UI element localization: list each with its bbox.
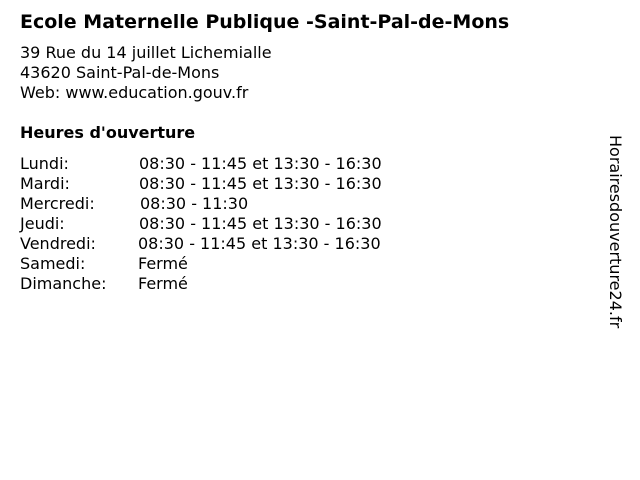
day-label: Dimanche: — [20, 274, 107, 293]
day-times: Fermé — [138, 254, 188, 273]
day-times: 08:30 - 11:45 et 13:30 - 16:30 — [138, 234, 381, 253]
day-label: Vendredi: — [20, 234, 96, 253]
day-label: Jeudi: — [20, 214, 65, 233]
day-times: 08:30 - 11:45 et 13:30 - 16:30 — [139, 214, 382, 233]
address-web: Web: www.education.gouv.fr — [20, 83, 249, 102]
day-label: Mardi: — [20, 174, 70, 193]
page-title: Ecole Maternelle Publique -Saint-Pal-de-Mons — [20, 11, 510, 33]
day-label: Lundi: — [20, 154, 69, 173]
address-street: 39 Rue du 14 juillet Lichemialle — [20, 43, 272, 62]
day-times: 08:30 - 11:45 et 13:30 - 16:30 — [139, 174, 382, 193]
hours-heading: Heures d'ouverture — [20, 123, 196, 142]
address-city: 43620 Saint-Pal-de-Mons — [20, 63, 220, 82]
day-label: Samedi: — [20, 254, 86, 273]
day-times: 08:30 - 11:30 — [140, 194, 249, 213]
site-watermark: Horairesdouverture24.fr — [606, 135, 625, 329]
day-times: 08:30 - 11:45 et 13:30 - 16:30 — [139, 154, 382, 173]
day-label: Mercredi: — [20, 194, 95, 213]
address-block — [20, 43, 272, 103]
day-times: Fermé — [138, 274, 188, 293]
